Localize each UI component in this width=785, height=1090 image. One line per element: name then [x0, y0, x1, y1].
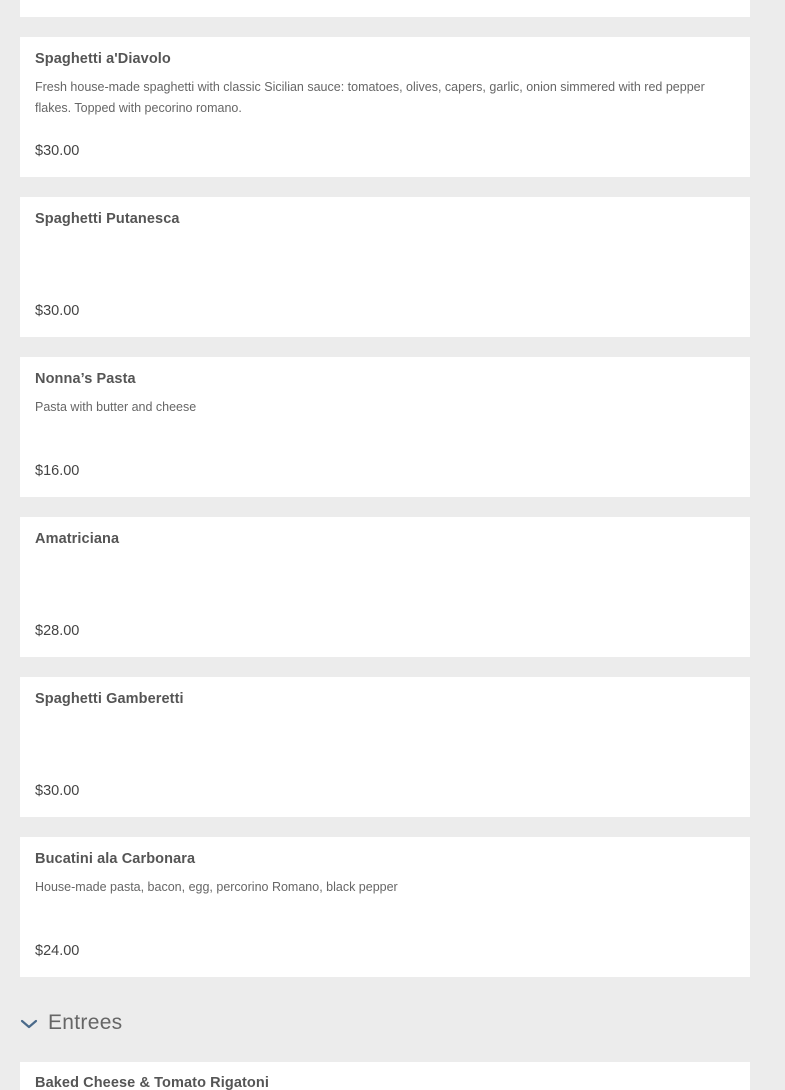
- menu-item-card[interactable]: [20, 37, 750, 177]
- menu-item-name: Baked Cheese & Tomato Rigatoni: [35, 1075, 269, 1090]
- menu-item-card[interactable]: [20, 1062, 750, 1090]
- chevron-down-icon[interactable]: [20, 1017, 38, 1029]
- menu-item-description: Pasta with butter and cheese: [35, 400, 197, 414]
- menu-item-name: Bucatini ala Carbonara: [35, 851, 196, 867]
- menu-item-card[interactable]: [20, 837, 750, 977]
- menu-item-price: $28.00: [35, 623, 80, 639]
- menu-item-description: House-made pasta, bacon, egg, percorino Romano, black pepper: [35, 880, 398, 894]
- menu-item-name: Amatriciana: [35, 531, 120, 547]
- menu-item-price: $30.00: [35, 143, 80, 159]
- menu-item-card[interactable]: [20, 197, 750, 337]
- menu-item-price: $24.00: [35, 943, 80, 959]
- menu-item-name: Nonna’s Pasta: [35, 371, 136, 387]
- menu-item-card-previous[interactable]: [20, 0, 750, 17]
- menu-item-name: Spaghetti a'Diavolo: [35, 51, 171, 67]
- menu-item-price: $16.00: [35, 463, 80, 479]
- menu-item-card[interactable]: [20, 357, 750, 497]
- menu-item-name: Spaghetti Putanesca: [35, 211, 180, 227]
- menu-item-price: $30.00: [35, 783, 80, 799]
- menu-item-description: Fresh house-made spaghetti with classic Sicilian sauce: tomatoes, olives, capers, garlic, onion simmered with red pepper flakes. Topped with pecorino romano.: [35, 80, 705, 115]
- menu-item-price: $30.00: [35, 303, 80, 319]
- menu-item-name: Spaghetti Gamberetti: [35, 691, 184, 707]
- menu-item-card[interactable]: [20, 517, 750, 657]
- menu-item-card[interactable]: [20, 677, 750, 817]
- section-header-entrees[interactable]: [20, 1008, 122, 1038]
- section-title: Entrees: [48, 1011, 123, 1034]
